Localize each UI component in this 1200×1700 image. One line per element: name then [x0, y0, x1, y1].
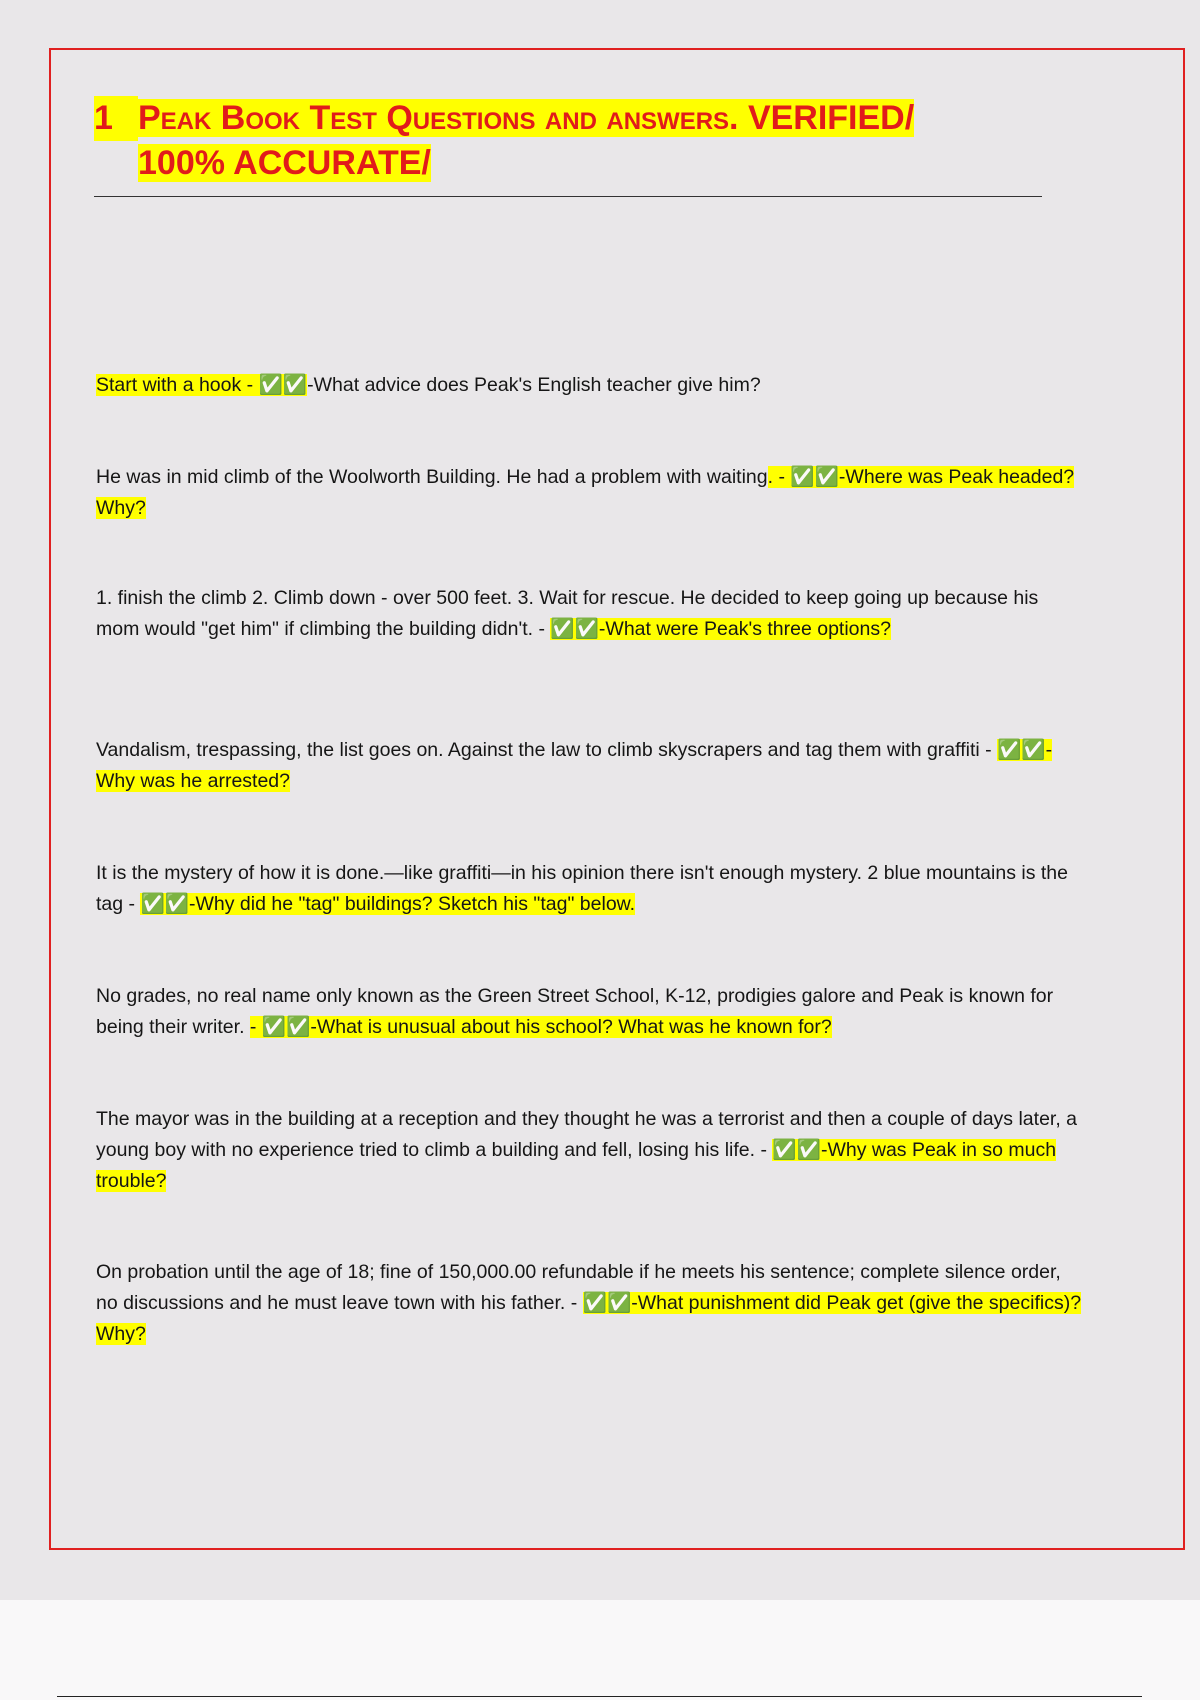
qa-item	[96, 858, 1086, 920]
qa-answer: It is the mystery of how it is done.—like graffiti—in his opinion there isn't enough mystery. 2 blue mountains is the tag -	[96, 862, 1068, 915]
heading-line-2: 100% ACCURATE/	[138, 144, 431, 182]
qa-answer: The mayor was in the building at a reception and they thought he was a terrorist and then a couple of days later, a young boy with no experience tried to climb a building and fell, losing his life. -	[96, 1108, 1078, 1161]
qa-question: ✅✅-Why did he "tag" buildings? Sketch his "tag" below.	[140, 893, 636, 915]
heading-line-1: Peak Book Test Questions and answers. VERIFIED/	[138, 99, 915, 137]
qa-answer: No grades, no real name only known as the Green Street School, K-12, prodigies galore and Peak is known for being their writer.	[96, 985, 1054, 1038]
qa-question: ✅✅-What punishment did Peak get (give the specifics)? Why?	[96, 1292, 1082, 1345]
qa-question: ✅✅-Why was he arrested?	[96, 739, 1053, 792]
qa-question: ✅✅-Why was Peak in so much trouble?	[96, 1139, 1057, 1192]
heading-block	[94, 96, 1042, 197]
heading-title	[138, 96, 1042, 186]
qa-answer: Vandalism, trespassing, the list goes on. Against the law to climb skyscrapers and tag them with graffiti -	[96, 739, 998, 761]
qa-item	[96, 1104, 1086, 1197]
qa-answer: 1. finish the climb 2. Climb down - over 500 feet. 3. Wait for rescue. He decided to keep going up because his mom would "get him" if climbing the building didn't. -	[96, 587, 1039, 640]
qa-item	[96, 1257, 1086, 1350]
qa-item	[96, 981, 1086, 1043]
next-page-strip	[0, 1600, 1200, 1700]
qa-question: -What advice does Peak's English teacher give him?	[307, 374, 761, 396]
heading-number: 1	[94, 96, 138, 141]
next-page-rule	[57, 1696, 1142, 1697]
qa-question: . - ✅✅-Where was Peak headed? Why?	[96, 466, 1075, 519]
qa-item	[96, 583, 1086, 645]
qa-question: - ✅✅-What is unusual about his school? What was he known for?	[249, 1016, 832, 1038]
qa-question: ✅✅-What were Peak's three options?	[550, 618, 891, 640]
qa-item	[96, 370, 761, 401]
qa-highlight-prefix: Start with a hook - ✅✅	[96, 374, 308, 396]
qa-item	[96, 462, 1086, 524]
qa-answer: He was in mid climb of the Woolworth Building. He had a problem with waiting	[96, 466, 768, 488]
document-heading	[94, 96, 1042, 186]
qa-item	[96, 735, 1086, 797]
qa-answer: On probation until the age of 18; fine of 150,000.00 refundable if he meets his sentence; complete silence order, no discussions and he must leave town with his father. -	[96, 1261, 1061, 1314]
